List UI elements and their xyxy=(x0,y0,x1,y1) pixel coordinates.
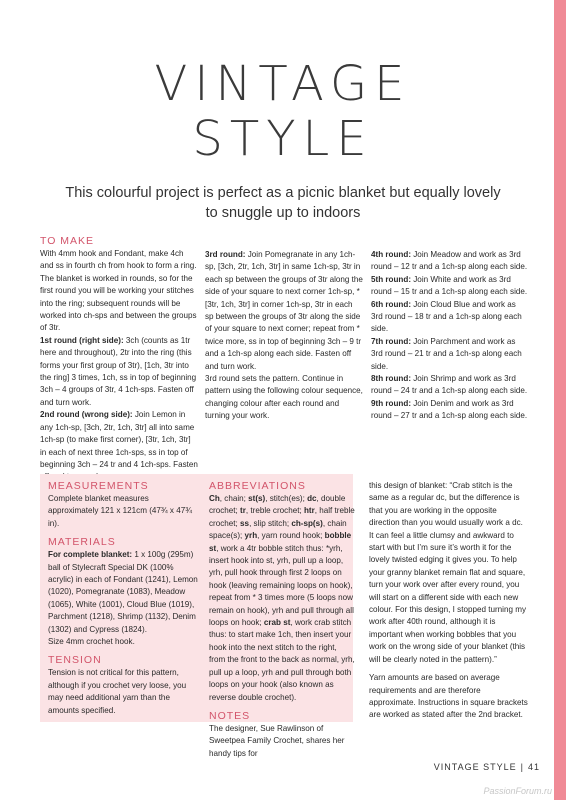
round-9: 9th round: Join Denim and work as 3rd round – 27 tr and a 1ch-sp along each side. xyxy=(371,398,528,421)
materials-text: For complete blanket: 1 x 100g (295m) ball of Stylecraft Special DK (100% acrylic) in each of Fondant (1241), Lemon (1020), Pomegranate (1083), Meadow (1065), White (1001), Cloud Blue (1019), Parchment (1218), Shrimp (1132), Denim (1302) and Cypress (1824). xyxy=(48,550,198,634)
tension-heading: TENSION xyxy=(48,654,102,667)
round-3: 3rd round: Join Pomegranate in any 1ch-sp, [3ch, 2tr, 1ch, 3tr] in same 1ch-sp, 3tr in each sp between the groups of 3tr along the side of your square to next corner 1ch-sp, *[3tr, 1ch, 3tr] in corner 1ch-sp, 3tr in each sp between the groups of 3tr along the side of your square to next corner; repeat from * twice more, ss in top of beginning 3ch – 9 tr and a 1ch-sp along each side. Fasten off and turn work. xyxy=(205,250,363,371)
materials-hook: Size 4mm crochet hook. xyxy=(48,637,135,647)
abbreviations-text: Ch, chain; st(s), stitch(es); dc, double crochet; tr, treble crochet; htr, half treble crochet; ss, slip stitch; ch-sp(s), chain space(s); yrh, yarn round hook; bobble st, work a 4tr bobble stitch thus: *yrh, insert hook into st, yrh, pull up a loop, yrh, pull hook through first 2 loops on hook (leaving remaining loops on hook), repeat from * 3 times more (5 loops now remain on hook), yrh and pull through all loops on hook; crab st, work crab stitch thus: to start make 1ch, then insert your hook into the next stitch to the right, from the front to the back as normal, yrh, pull up a loop, yrh and pull through both loops on your hook (also known as reverse double crochet). xyxy=(209,494,355,702)
to-make-intro: With 4mm hook and Fondant, make 4ch and ss in fourth ch from hook to form a ring. The blanket is worked in rounds, so for the first round you will be working your stitches into the ring; subsequent rounds will be worked into ch-sps and between the groups of 3tr. xyxy=(40,249,197,333)
materials-heading: MATERIALS xyxy=(48,536,116,549)
measurements-text: Complete blanket measures approximately 121 x 121cm (47¾ x 47¾ in). xyxy=(48,494,192,528)
round-7: 7th round: Join Parchment and work as 3rd round – 21 tr and a 1ch-sp along each side. xyxy=(371,336,522,371)
notes-heading: NOTES xyxy=(209,709,251,722)
abbreviations-heading: ABBREVIATIONS xyxy=(209,480,306,492)
notes-text-1: The designer, Sue Rawlinson of Sweetpea Family Crochet, shares her handy tips for xyxy=(209,723,345,758)
measurements-heading: MEASUREMENTS xyxy=(48,480,149,492)
pattern-note: 3rd round sets the pattern. Continue in pattern using the following colour sequence, changing colour after each round and turning your work. xyxy=(205,374,363,421)
notes-text-2: this design of blanket: “Crab stitch is the same as a regular dc, but the difference is that you are working in the opposite direction than you would usually work a dc. It can feel a little clumsy and awkward to start with but I’m sure it’s worth it for the lovely twisted edging it gives you. To help your granny blanket remain flat and square, turn your work over after every round, you will start on a different side with each new colour. For this design, I stopped turning my work after 40th round, although it is important when working bobbles that you work on the wrong side of your blanket (this will be clearly noted in the pattern).” xyxy=(369,481,527,664)
footer-separator: | xyxy=(520,762,524,772)
round-4: 4th round: Join Meadow and work as 3rd round – 12 tr and a 1ch-sp along each side. xyxy=(371,250,528,272)
watermark: PassionForum.ru xyxy=(483,786,552,796)
to-make-column-2 xyxy=(205,249,363,423)
info-column-2 xyxy=(209,480,355,760)
to-make-heading: TO MAKE xyxy=(40,235,95,247)
intro-text: This colourful project is perfect as a picnic blanket but equally lovely to snuggle up to indoors xyxy=(65,185,501,221)
to-make-column-3 xyxy=(371,249,529,423)
page-number: 41 xyxy=(527,762,540,772)
round-1: 1st round (right side): 3ch (counts as 1tr here and throughout), 2tr into the ring (this forms your first group of 3tr), [1ch, 3tr into the ring] 3 times, 1ch, ss in top of beginning 3ch – 4 groups of 3tr, 4 1ch-sps. Fasten off and turn work. xyxy=(40,335,197,407)
page-title-line2: STYLE xyxy=(192,111,374,167)
round-6: 6th round: Join Cloud Blue and work as 3rd round – 18 tr and a 1ch-sp along each side. xyxy=(371,299,522,334)
round-5: 5th round: Join White and work as 3rd round – 15 tr and a 1ch-sp along each side. xyxy=(371,274,528,297)
tension-text: Tension is not critical for this pattern, although if you crochet very loose, you may need additional yarn than the amounts specified. xyxy=(48,668,187,715)
footer-section: VINTAGE STYLE xyxy=(433,762,517,772)
page-footer xyxy=(434,762,540,772)
to-make-column-1 xyxy=(40,235,198,484)
info-column-1 xyxy=(48,480,198,717)
round-2-start: 2nd round (wrong side): Join Lemon in any 1ch-sp, [3ch, 2tr, 1ch, 3tr] all into same 1ch-sp (to make first corner), [3tr, 1ch, 3tr] in each of next three 1ch-sps, ss in top of beginning 3ch – 24 tr and 4 1ch-sps. Fasten xyxy=(40,410,198,469)
notes-text-3: Yarn amounts are based on average requirements and are therefore approximate. Instructions in square brackets are worked as stated after the 2nd bracket. xyxy=(369,673,528,720)
round-8: 8th round: Join Shrimp and work as 3rd round – 24 tr and a 1ch-sp along each side. xyxy=(371,374,528,396)
notes-column xyxy=(369,480,529,722)
page-title-line1: VINTAGE xyxy=(154,56,412,112)
